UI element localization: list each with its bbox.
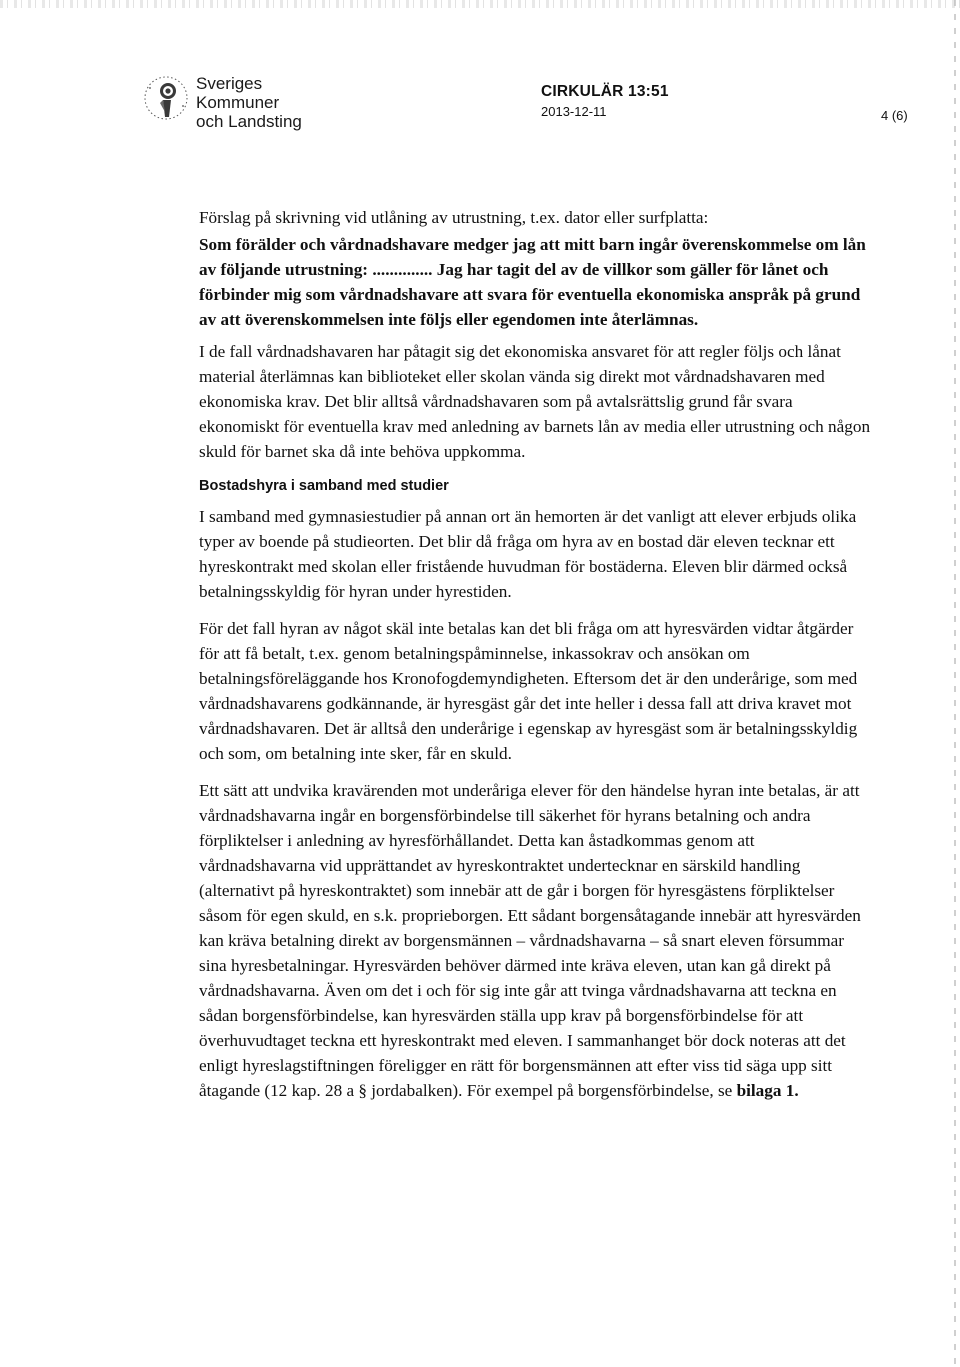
skl-logo-icon [136, 70, 196, 130]
paragraph-unpaid-rent: För det fall hyran av något skäl inte betalas kan det bli fråga om att hyresvärden vidtar åtgärder för att få betalt, t.ex. genom betalningspåminnelse, inkassokrav och ansökan om betalningsföreläggande hos Kronofogdemyndigheten. Eftersom det är den underårige, som med vårdnadshavarens godkännande, är hyresgäst går det inte heller i dessa fall att driva kravet mot vårdnadshavaren. Det är alltså den underårige i egenskap av hyresgäst som är betalningsskyldig och som, om betalning inte sker, får en skuld. [199, 619, 858, 763]
paragraph-guarantee [199, 778, 875, 1103]
org-line-2: Kommuner [196, 93, 280, 112]
intro-paragraph: Förslag på skrivning vid utlåning av utrustning, t.ex. dator eller surfplatta: [199, 208, 709, 227]
circular-date: 2013-12-11 [541, 104, 607, 119]
page-number: 4 (6) [881, 108, 908, 123]
document-body [199, 205, 875, 1103]
sample-clause: Som förälder och vårdnadshavare medger jag att mitt barn ingår överenskommelse om lån av följande utrustning: .............. Jag har tagit del av de villkor som gäller för lånet och förbinder mig som vårdnadshavare att svara för eventuella ekonomiska anspråk på grund av att överenskommelsen inte följs eller egendomen inte återlämnas. [199, 235, 866, 329]
paragraph-responsibility: I de fall vårdnadshavaren har påtagit sig det ekonomiska ansvaret för att regler följs och lånat material återlämnas kan biblioteket eller skolan vända sig direkt mot vårdnadshavaren med ekonomiska krav. Det blir alltså vårdnadshavaren som på avtalsrättslig grund får svara ekonomiskt för eventuella krav med anledning av barnets lån av media eller utrustning och någon skuld för barnet ska då inte behöva uppkomma. [199, 342, 871, 461]
appendix-reference: bilaga 1. [736, 1081, 799, 1100]
section-heading: Bostadshyra i samband med studier [199, 478, 449, 494]
circular-title: CIRKULÄR 13:51 [541, 83, 669, 100]
paragraph-housing: I samband med gymnasiestudier på annan ort än hemorten är det vanligt att elever erbjuds olika typer av boende på studieorten. Det blir då fråga om hyra av en bostad där eleven tecknar ett hyreskontrakt med skolan eller fristående huvudman för bostäderna. Eleven blir därmed också betalningsskyldig för hyran under hyrestiden. [199, 507, 857, 601]
paragraph-guarantee-text: Ett sätt att undvika kravärenden mot underåriga elever för den händelse hyran inte betalas, är att vårdnadshavarna ingår en borgensförbindelse till säkerhet för hyrans betalning och andra förpliktelser i anledning av hyresförhållandet. Detta kan åstadkommas genom att vårdnadshavarna vid upprättandet av hyreskontraktet undertecknar en särskild handling (alternativt på hyreskontraktet) som innebär att de går i borgen för hyresgästens förpliktelser såsom för egen skuld, en s.k. proprieborgen. Ett sådant borgensåtagande innebär att hyresvärden kan kräva betalning direkt av borgensmännen – vårdnadshavarna – så snart eleven försummar sina hyresbetalningar. Hyresvärden behöver därmed inte kräva eleven, utan kan gå direkt på vårdnadshavarna. Även om det i och för sig inte går att tvinga vårdnadshavarna att teckna en sådan borgensförbindelse, kan hyresvärden ställa upp krav på borgensförbindelse för att överhuvudtaget teckna ett hyreskontrakt med eleven. I sammanhanget bör dock noteras att det enligt hyreslagstiftningen föreligger en rätt för borgensmännen att efter viss tid säga upp sitt åtagande (12 kap. 28 a § jordabalken). För exempel på borgensförbindelse, se [199, 781, 861, 1100]
scan-artifact-right [954, 0, 956, 1367]
scan-artifact-top [0, 0, 960, 8]
org-line-3: och Landsting [196, 112, 302, 131]
organization-name [196, 74, 302, 131]
org-line-1: Sveriges [196, 74, 263, 93]
